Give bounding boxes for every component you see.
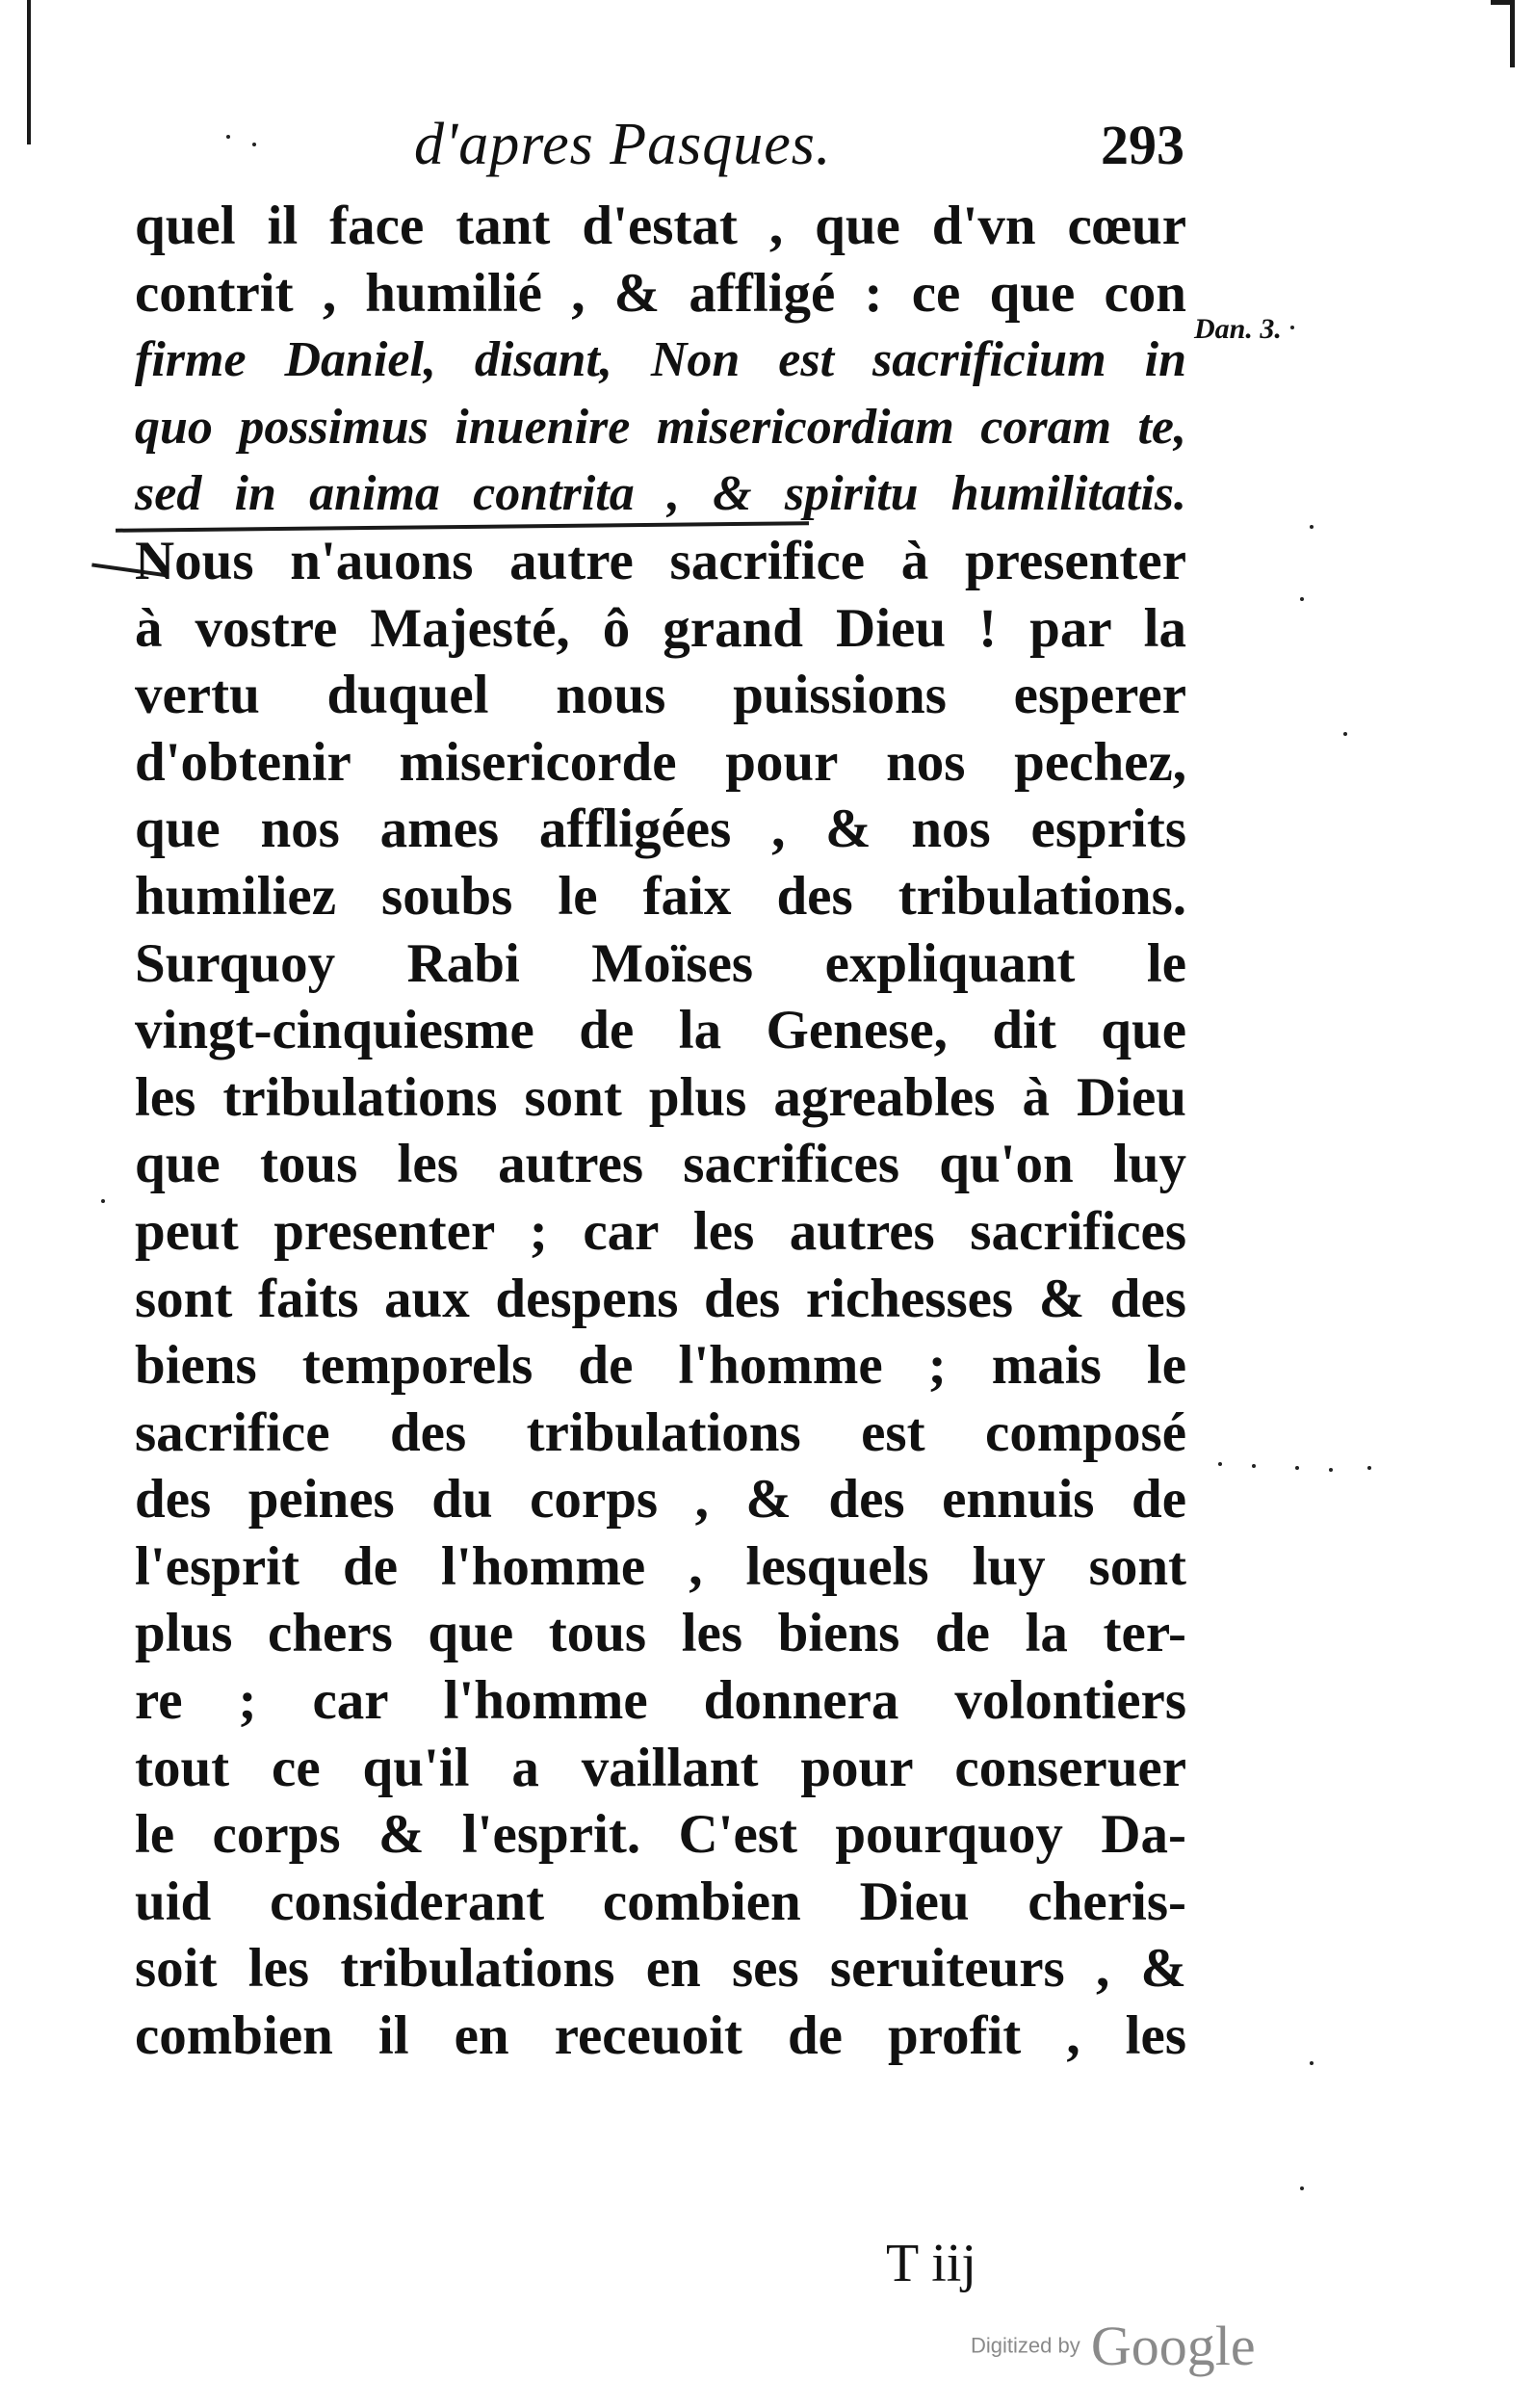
text-line: humiliez soubs le faix des tribulations. (135, 865, 1186, 927)
text-line: que nos ames affligées , & nos esprits (135, 798, 1186, 860)
scan-speck (1300, 2186, 1304, 2190)
text-line: peut presenter ; car les autres sacrifices (135, 1200, 1186, 1262)
text-line-latin: quo possimus inuenire misericordiam coram te, (135, 399, 1186, 455)
text-line: d'obtenir misericorde pour nos pechez, (135, 731, 1186, 793)
text-line: l'esprit de l'homme , lesquels luy sont (135, 1535, 1186, 1597)
text-line: quel il face tant d'estat , que d'vn cœur (135, 196, 1186, 256)
watermark-brand: Google (1090, 2315, 1256, 2377)
text-line: re ; car l'homme donnera volontiers (135, 1670, 1186, 1732)
scan-speck (101, 1199, 105, 1203)
scan-speck (1300, 597, 1304, 601)
scan-speck (1218, 1462, 1222, 1466)
scan-speck (1295, 1466, 1299, 1470)
text-line: plus chers que tous les biens de la ter- (135, 1603, 1186, 1664)
text-line: les tribulations sont plus agreables à Dieu (135, 1066, 1186, 1128)
margin-note: Dan. 3. (1194, 313, 1282, 345)
text-line: tout ce qu'il a vaillant pour conseruer (135, 1737, 1186, 1798)
text-line: soit les tribulations en ses seruiteurs , & (135, 1938, 1186, 2000)
page-edge-right-hook (1491, 0, 1514, 5)
scan-speck (1310, 2061, 1314, 2065)
text-line: des peines du corps , & des ennuis de (135, 1469, 1186, 1531)
text-line: à vostre Majesté, ô grand Dieu ! par la (135, 597, 1186, 659)
scan-speck (1290, 326, 1294, 329)
text-line: Nous n'auons autre sacrifice à presenter (135, 530, 1186, 591)
page-edge-right (1510, 0, 1515, 67)
text-line: biens temporels de l'homme ; mais le (135, 1335, 1186, 1397)
text-line: contrit , humilié , & affligé : ce que con (135, 262, 1186, 324)
watermark-prefix: Digitized by (971, 2333, 1080, 2358)
scan-speck (1367, 1466, 1371, 1470)
scan-speck (1329, 1468, 1333, 1472)
text-line: vertu duquel nous puissions esperer (135, 665, 1186, 726)
running-title: d'apres Pasques. (414, 112, 832, 177)
text-line: vingt-cinquiesme de la Genese, dit que (135, 1000, 1186, 1061)
text-line-latin: sed in anima contrita , & spiritu humilitatis. (135, 466, 1186, 522)
text-line-latin: firme Daniel, disant, Non est sacrificium in (135, 332, 1186, 388)
text-line: le corps & l'esprit. C'est pourquoy Da- (135, 1804, 1186, 1866)
running-head (135, 111, 1184, 188)
scan-speck (252, 143, 256, 146)
signature-mark: T iij (886, 2234, 976, 2293)
text-line: sont faits aux despens des richesses & des (135, 1268, 1186, 1329)
scan-speck (1310, 525, 1314, 529)
text-line: Surquoy Rabi Moïses expliquant le (135, 932, 1186, 994)
body-text (135, 193, 1186, 2070)
text-line: sacrifice des tribulations est composé (135, 1401, 1186, 1463)
digitized-watermark (971, 2314, 1256, 2378)
text-line: uid considerant combien Dieu cheris- (135, 1871, 1186, 1932)
scan-speck (226, 135, 230, 139)
text-line: que tous les autres sacrifices qu'on luy (135, 1134, 1186, 1195)
scan-speck (1343, 732, 1347, 736)
page-edge-left (27, 0, 31, 144)
text-line: combien il en receuoit de profit , les (135, 2005, 1186, 2067)
scan-speck (1252, 1464, 1256, 1468)
page-number: 293 (1101, 114, 1184, 176)
